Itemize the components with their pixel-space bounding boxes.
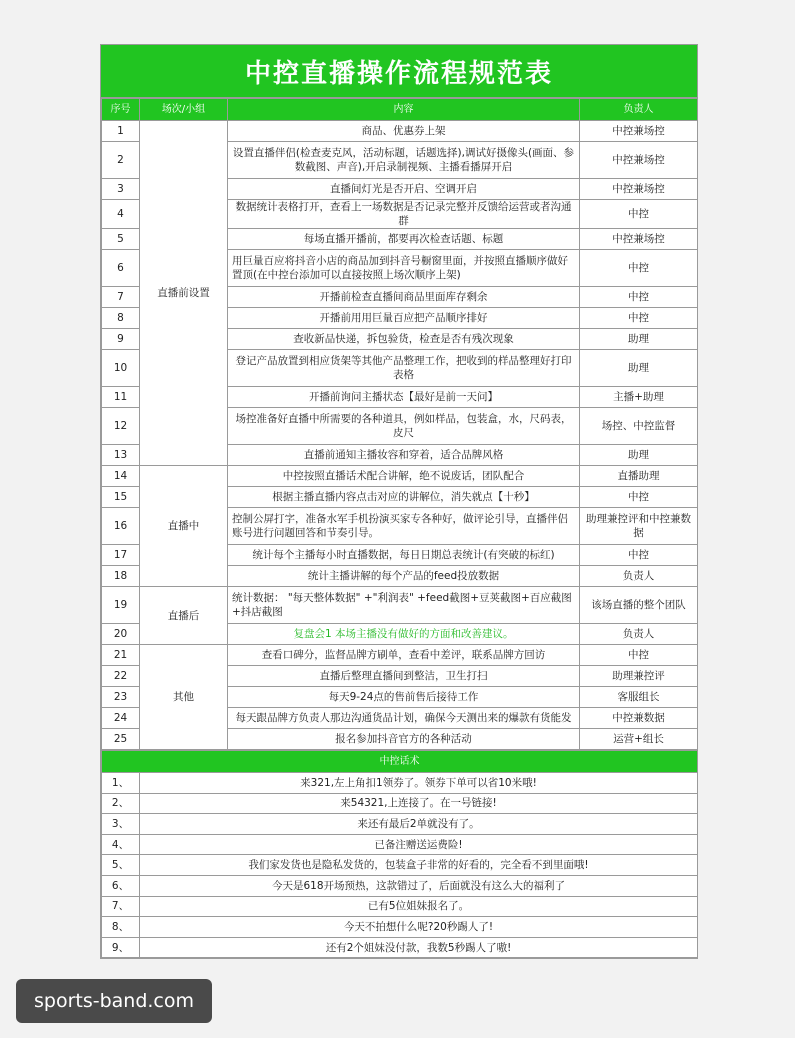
talk-text: 来54321,上连接了。在一号链接! — [140, 793, 698, 814]
table-row — [102, 466, 698, 487]
talk-row — [102, 937, 698, 958]
row-owner: 中控 — [580, 308, 698, 329]
row-owner: 场控、中控监督 — [580, 408, 698, 445]
talk-text: 已备注赠送运费险! — [140, 834, 698, 855]
row-no: 19 — [102, 587, 140, 624]
row-no: 8 — [102, 308, 140, 329]
col-header-content: 内容 — [228, 99, 580, 121]
row-owner: 中控兼场控 — [580, 229, 698, 250]
row-no: 4 — [102, 200, 140, 229]
talk-row — [102, 896, 698, 917]
talk-table — [101, 750, 698, 958]
row-no: 2 — [102, 142, 140, 179]
process-table-sheet — [100, 44, 698, 959]
col-header-stage: 场次/小组 — [140, 99, 228, 121]
row-no: 9 — [102, 329, 140, 350]
row-no: 12 — [102, 408, 140, 445]
row-content: 统计主播讲解的每个产品的feed投放数据 — [228, 566, 580, 587]
col-header-no: 序号 — [102, 99, 140, 121]
row-no: 20 — [102, 624, 140, 645]
row-owner: 中控 — [580, 250, 698, 287]
talk-row — [102, 917, 698, 938]
row-no: 5 — [102, 229, 140, 250]
row-owner: 中控 — [580, 645, 698, 666]
talk-no: 5、 — [102, 855, 140, 876]
row-owner: 中控 — [580, 487, 698, 508]
row-content: 设置直播伴侣(检查麦克风，活动标题，话题选择),调试好摄像头(画面、参数截图、声音),开启录制视频、主播看播屏开启 — [228, 142, 580, 179]
row-content: 直播后整理直播间到整洁，卫生打扫 — [228, 666, 580, 687]
talk-text: 还有2个姐妹没付款，我数5秒踢人了嗷! — [140, 937, 698, 958]
row-owner: 负责人 — [580, 624, 698, 645]
row-no: 17 — [102, 545, 140, 566]
row-owner: 助理 — [580, 445, 698, 466]
row-no: 18 — [102, 566, 140, 587]
row-content: 场控准备好直播中所需要的各种道具，例如样品，包装盒，水，尺码表，皮尺 — [228, 408, 580, 445]
row-owner: 负责人 — [580, 566, 698, 587]
stage-cell-other: 其他 — [140, 645, 228, 750]
row-owner: 客服组长 — [580, 687, 698, 708]
row-no: 25 — [102, 729, 140, 750]
row-content: 用巨量百应将抖音小店的商品加到抖音号橱窗里面，并按照直播顺序做好置顶(在中控台添加可以直接按照上场次顺序上架) — [228, 250, 580, 287]
row-no: 24 — [102, 708, 140, 729]
talk-text: 今天不拍想什么呢?20秒踢人了! — [140, 917, 698, 938]
talk-row — [102, 773, 698, 794]
row-content: 每天跟品牌方负责人那边沟通货品计划，确保今天测出来的爆款有货能发 — [228, 708, 580, 729]
stage-cell-live: 直播中 — [140, 466, 228, 587]
row-no: 15 — [102, 487, 140, 508]
row-content: 每场直播开播前，都要再次检查话题、标题 — [228, 229, 580, 250]
stage-cell-post: 直播后 — [140, 587, 228, 645]
row-content: 数据统计表格打开，查看上一场数据是否记录完整并反馈给运营或者沟通群 — [228, 200, 580, 229]
row-content: 登记产品放置到相应货架等其他产品整理工作，把收到的样品整理好打印表格 — [228, 350, 580, 387]
row-no: 22 — [102, 666, 140, 687]
row-owner: 中控 — [580, 545, 698, 566]
talk-row — [102, 814, 698, 835]
stage-cell-pre: 直播前设置 — [140, 121, 228, 466]
row-content: 查看口碑分，监督品牌方刷单，查看中差评，联系品牌方回访 — [228, 645, 580, 666]
row-owner: 中控兼数据 — [580, 708, 698, 729]
row-no: 10 — [102, 350, 140, 387]
row-owner: 助理 — [580, 350, 698, 387]
talk-no: 3、 — [102, 814, 140, 835]
row-no: 21 — [102, 645, 140, 666]
talk-text: 来还有最后2单就没有了。 — [140, 814, 698, 835]
row-no: 16 — [102, 508, 140, 545]
row-no: 6 — [102, 250, 140, 287]
row-no: 14 — [102, 466, 140, 487]
row-owner: 助理兼控评 — [580, 666, 698, 687]
talk-row — [102, 834, 698, 855]
row-owner: 主播+助理 — [580, 387, 698, 408]
table-row — [102, 121, 698, 142]
table-row — [102, 587, 698, 624]
talk-text: 来321,左上角扣1领券了。领券下单可以省10米哦! — [140, 773, 698, 794]
talk-no: 4、 — [102, 834, 140, 855]
row-owner: 中控 — [580, 200, 698, 229]
process-table — [101, 98, 698, 750]
talk-no: 6、 — [102, 875, 140, 896]
watermark-badge: sports-band.com — [16, 979, 212, 1023]
talk-no: 2、 — [102, 793, 140, 814]
talk-header-label: 中控话术 — [102, 751, 698, 773]
row-owner: 该场直播的整个团队 — [580, 587, 698, 624]
row-owner: 中控兼场控 — [580, 179, 698, 200]
talk-text: 今天是618开场预热，这款错过了，后面就没有这么大的福利了 — [140, 875, 698, 896]
table-row — [102, 645, 698, 666]
row-content: 中控按照直播话术配合讲解，绝不说废话，团队配合 — [228, 466, 580, 487]
row-content: 商品、优惠券上架 — [228, 121, 580, 142]
talk-no: 9、 — [102, 937, 140, 958]
row-content: 报名参加抖音官方的各种活动 — [228, 729, 580, 750]
row-owner: 中控兼场控 — [580, 142, 698, 179]
row-content: 每天9-24点的售前售后接待工作 — [228, 687, 580, 708]
row-owner: 中控兼场控 — [580, 121, 698, 142]
row-content: 直播前通知主播妆容和穿着，适合品牌风格 — [228, 445, 580, 466]
row-owner: 助理兼控评和中控兼数据 — [580, 508, 698, 545]
row-content: 查收新品快递，拆包验货，检查是否有残次现象 — [228, 329, 580, 350]
talk-no: 7、 — [102, 896, 140, 917]
talk-row — [102, 855, 698, 876]
talk-text: 我们家发货也是隐私发货的，包装盒子非常的好看的，完全看不到里面哦! — [140, 855, 698, 876]
row-no: 1 — [102, 121, 140, 142]
col-header-owner: 负责人 — [580, 99, 698, 121]
row-no: 7 — [102, 287, 140, 308]
row-content: 开播前询问主播状态【最好是前一天问】 — [228, 387, 580, 408]
row-content: 控制公屏打字，准备水军手机扮演买家专各种好，做评论引导，直播伴侣账号进行问题回答和节奏引导。 — [228, 508, 580, 545]
row-owner: 运营+组长 — [580, 729, 698, 750]
row-no: 13 — [102, 445, 140, 466]
row-content: 直播间灯光是否开启、空调开启 — [228, 179, 580, 200]
row-content: 复盘会1 本场主播没有做好的方面和改善建议。 — [228, 624, 580, 645]
row-content: 开播前用用巨量百应把产品顺序排好 — [228, 308, 580, 329]
row-no: 23 — [102, 687, 140, 708]
row-owner: 直播助理 — [580, 466, 698, 487]
row-no: 3 — [102, 179, 140, 200]
row-content: 根据主播直播内容点击对应的讲解位，消失就点【十秒】 — [228, 487, 580, 508]
row-content: 统计每个主播每小时直播数据，每日日期总表统计(有突破的标红) — [228, 545, 580, 566]
talk-no: 1、 — [102, 773, 140, 794]
talk-no: 8、 — [102, 917, 140, 938]
row-no: 11 — [102, 387, 140, 408]
row-content: 开播前检查直播间商品里面库存剩余 — [228, 287, 580, 308]
talk-text: 已有5位姐妹报名了。 — [140, 896, 698, 917]
talk-row — [102, 875, 698, 896]
table-header-row — [102, 99, 698, 121]
row-owner: 中控 — [580, 287, 698, 308]
row-content: 统计数据： "每天整体数据" +"利润表" +feed截图+豆荚截图+百应截图+抖店截图 — [228, 587, 580, 624]
row-owner: 助理 — [580, 329, 698, 350]
talk-row — [102, 793, 698, 814]
talk-section-header — [102, 751, 698, 773]
page-title: 中控直播操作流程规范表 — [101, 45, 697, 98]
